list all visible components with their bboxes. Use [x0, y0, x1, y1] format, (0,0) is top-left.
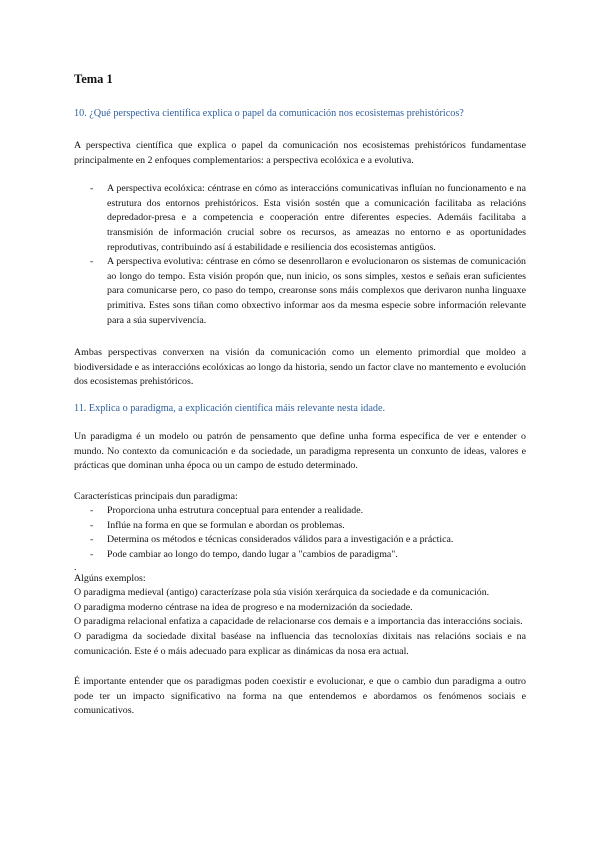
q11-intro-paragraph: Un paradigma é un modelo ou patrón de pensamento que define unha forma específica de ver e entender o mundo. No contexto da comunicación e da sociedade, un paradigma representa un conxunto de ideas, valores e prácticas que dominan unha época ou un campo de estudo determinado.: [74, 430, 526, 472]
characteristics-list: [74, 504, 526, 562]
examples-heading: Algúns exemplos:: [74, 572, 146, 584]
list-item: - Determina os métodos e técnicas considerados válidos para a investigación e a práctica.: [90, 534, 454, 546]
list-item-text: Proporciona unha estrutura conceptual para entender a realidade.: [107, 505, 364, 517]
list-item: - Pode cambiar ao longo do tempo, dando lugar a "cambios de paradigma".: [90, 549, 398, 561]
list-item-text: A perspectiva evolutiva: céntrase en cómo se desenrollaron e evolucionaron os sistemas de comunicación ao longo do tempo. Esta visión propón que, nun inicio, os sons simples, xestos e señais eran suficientes para comunicarse pero, co paso do tempo, crearonse sons máis complexos que derivaron nunha linguaxe primitiva. Estes sons tiñan como obxectivo informar aos da mesma especie sobre información relevante para a súa supervivencia.: [107, 256, 526, 326]
q10-intro-paragraph: A perspectiva científica que explica o papel da comunicación nos ecosistemas prehistóricos fundamentase principalmente en 2 enfoques complementarios: a perspectiva ecolóxica e a evolutiva.: [74, 140, 526, 166]
example-paragraph: O paradigma da sociedade dixital baséase na influencia das tecnoloxías dixitais nas relacións sociais e na comunicación. Este é o máis adecuado para explicar as dinámicas da nosa era actual.: [74, 631, 526, 657]
list-item-text: Inflúe na forma en que se formulan e abordan os problemas.: [107, 519, 345, 531]
list-item: - A perspectiva evolutiva: céntrase en cómo se desenrollaron e evolucionaron os sistemas de comunicación ao longo do tempo. Esta visión propón que, nun inicio, os sons simples, xestos e señais eran suficientes para comunicarse pero, co paso do tempo, crearonse sons máis complexos que derivaron nunha linguaxe primitiva. Estes sons tiñan como obxectivo informar aos da mesma especie sobre información relevante para a súa supervivencia.: [90, 256, 526, 326]
list-item: - Proporciona unha estrutura conceptual para entender a realidade.: [90, 505, 364, 517]
example-paragraph: O paradigma medieval (antigo) caracterízase pola súa visión xerárquica da sociedade e da comunicación.: [74, 587, 490, 599]
characteristics-heading: Características principais dun paradigma:: [74, 490, 238, 502]
stray-dot: .: [74, 561, 77, 573]
list-item-text: Determina os métodos e técnicas considerados válidos para a investigación e a práctica.: [107, 534, 454, 546]
closing-paragraph: É importante entender que os paradigmas poden coexistir e evolucionar, e que o cambio dun paradigma a outro pode ter un impacto significativo na forma na que entendemos e abordamos os fenómenos sociais e comunicativos.: [74, 676, 526, 717]
question-11-heading: 11. Explica o paradigma, a explicación científica máis relevante nesta idade.: [74, 402, 386, 414]
document-page: [74, 62, 526, 719]
list-item-text: Pode cambiar ao longo do tempo, dando lugar a "cambios de paradigma".: [107, 549, 398, 561]
q10-perspectives-list: [74, 182, 526, 328]
list-item: - A perspectiva ecolóxica: céntrase en cómo as interaccións comunicativas influían no funcionamento e na estrutura dos entornos prehistóricos. Esta visión sostén que a comunicación facilitaba as relacións depredador-presa e a competencia e cooperación entre diferentes especies. Ademáis facilitaba a transmisión de información crucial sobre os recursos, as ameazas no entorno e as oportunidades reprodutivas, contribuindo así á estabilidade e resiliencia dos ecosistemas antigüos.: [90, 183, 526, 253]
list-item-text: A perspectiva ecolóxica: céntrase en cómo as interaccións comunicativas influían no funcionamento e na estrutura dos entornos prehistóricos. Esta visión sostén que a comunicación facilitaba as relacións depredador-presa e a competencia e cooperación entre diferentes especies. Ademáis facilitaba a transmisión de información crucial sobre os recursos, as ameazas no entorno e as oportunidades reprodutivas, contribuindo así á estabilidade e resiliencia dos ecosistemas antigüos.: [107, 183, 526, 253]
page-title: Tema 1: [74, 72, 113, 86]
list-item: - Inflúe na forma en que se formulan e abordan os problemas.: [90, 519, 345, 531]
q10-conclusion-paragraph: Ambas perspectivas converxen na visión da comunicación como un elemento primordial que moldeo a biodiversidade e as interaccións ecolóxicas ao longo da historia, sendo un factor clave no mantemento e evolución dos ecosistemas prehistóricos.: [74, 347, 526, 388]
example-paragraph: O paradigma moderno céntrase na idea de progreso e na modernización da sociedade.: [74, 601, 413, 613]
example-paragraph: O paradigma relacional enfatiza a capacidade de relacionarse cos demais e a importancia das interaccións sociais.: [74, 616, 523, 628]
question-10-heading: 10. ¿Qué perspectiva científica explica o papel da comunicación nos ecosistemas prehistóricos?: [74, 108, 464, 119]
